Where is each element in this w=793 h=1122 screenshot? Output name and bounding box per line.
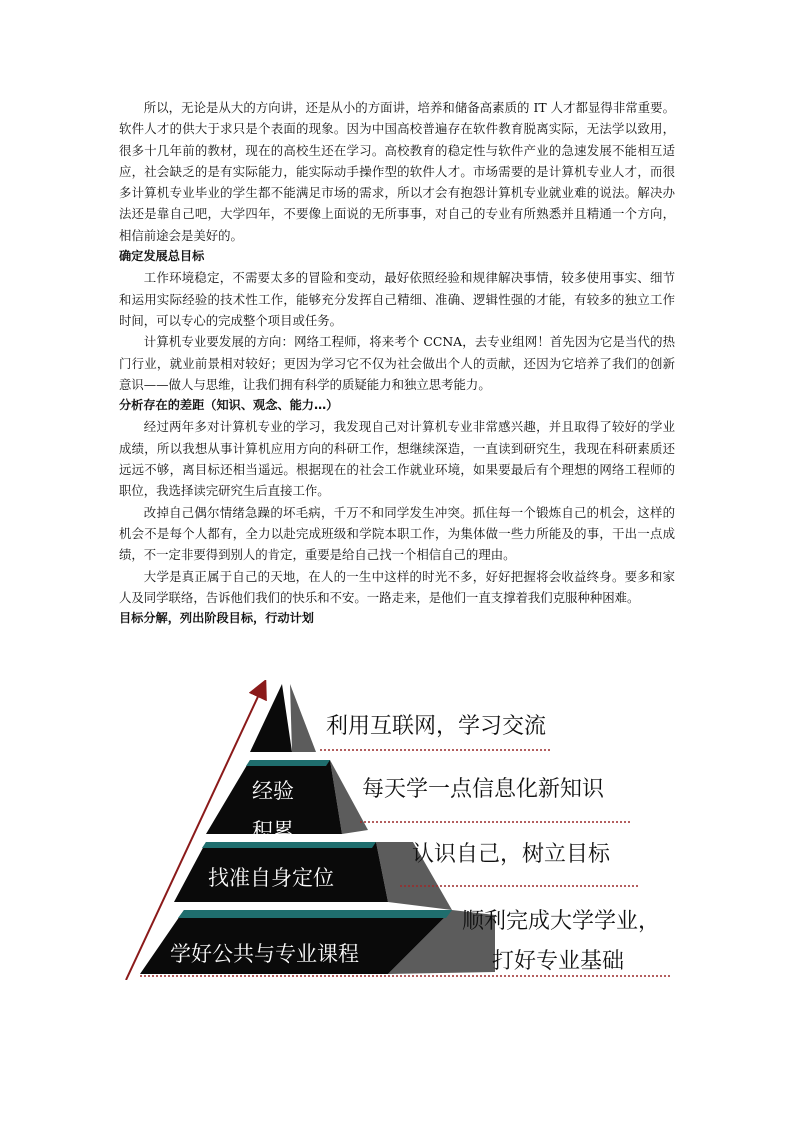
section-heading: 分析存在的差距（知识、观念、能力…） [119,398,339,413]
label-complete-studies: 顺利完成大学学业， [462,909,661,934]
label-use-internet: 利用互联网，学习交流 [326,714,547,739]
section-heading: 目标分解，列出阶段目标，行动计划 [119,611,314,626]
paragraph: 所以，无论是从大的方向讲，还是从小的方面讲，培养和储备高素质的 IT 人才都显得非常重要。软件人才的供大于求只是个表面的现象。因为中国高校普遍存在软件教育脱离实际，无法学以致用，很多十几年前的教材，现在的高校生还在学习。高校教育的稳定性与软件产业的急速发展不能相互适应，社会缺乏的是有实际能力，能实际动手操作型的软件人才。市场需要的是计算机专业人才，而很多计算机专业毕业的学生都不能满足市场的需求，所以才会有抱怨计算机专业就业难的说法。解决办法还是靠自己吧，大学四年，不要像上面说的无所事事，对自己的专业有所熟悉并且精通一个方向，相信前途会是美好的。 [119,100,675,243]
tier-label-accumulation: 积累 [252,819,294,843]
document-body [119,97,675,629]
tier-1-band [178,910,452,918]
goal-pyramid-figure [110,680,690,980]
tier-4-face [250,684,292,752]
paragraph: 大学是真正属于自己的天地，在人的一生中这样的时光不多，好好把握将会收益终身。要多和家人及同学联络，告诉他们我们的快乐和不安。一路走来，是他们一直支撑着我们克服种种困难。 [119,568,675,605]
section-heading: 确定发展总目标 [119,249,205,264]
tier-label-experience: 经验 [252,779,294,803]
paragraph: 计算机专业要发展的方向：网络工程师，将来考个 CCNA，去专业组网！首先因为它是当代的热门行业，就业前景相对较好；更因为学习它不仅为社会做出个人的贡献，还因为它培养了我们的创新意识——做人与思维，让我们拥有科学的质疑能力和独立思考能力。 [119,334,675,392]
tier-3-band [246,760,330,766]
tier-label-positioning: 找准自身定位 [208,866,334,890]
label-know-yourself: 认识自己，树立目标 [412,842,611,867]
tier-4-side [290,684,316,752]
label-professional-foundation: 打好专业基础 [492,949,625,974]
paragraph: 工作环境稳定，不需要太多的冒险和变动，最好依照经验和规律解决事情，较多使用事实、细节和运用实际经验的技术性工作，能够充分发挥自己精细、准确、逻辑性强的才能，有较多的独立工作时间，可以专心的完成整个项目或任务。 [119,270,675,328]
tier-label-courses: 学好公共与专业课程 [170,942,359,966]
label-daily-learning: 每天学一点信息化新知识 [362,777,605,802]
paragraph: 经过两年多对计算机专业的学习，我发现自己对计算机专业非常感兴趣，并且取得了较好的学业成绩，所以我想从事计算机应用方向的科研工作，想继续深造，一直读到研究生，我现在科研素质还远远不够，离目标还相当遥远。根据现在的社会工作就业环境，如果要最后有个理想的网络工程师的职位，我选择读完研究生后直接工作。 [119,419,675,499]
paragraph: 改掉自己偶尔情绪急躁的坏毛病，千万不和同学发生冲突。抓住每一个锻炼自己的机会，这样的机会不是每个人都有，全力以赴完成班级和学院本职工作，为集体做一些力所能及的事，干出一点成绩，不一定非要得到别人的肯定，重要是给自己找一个相信自己的理由。 [119,504,675,563]
